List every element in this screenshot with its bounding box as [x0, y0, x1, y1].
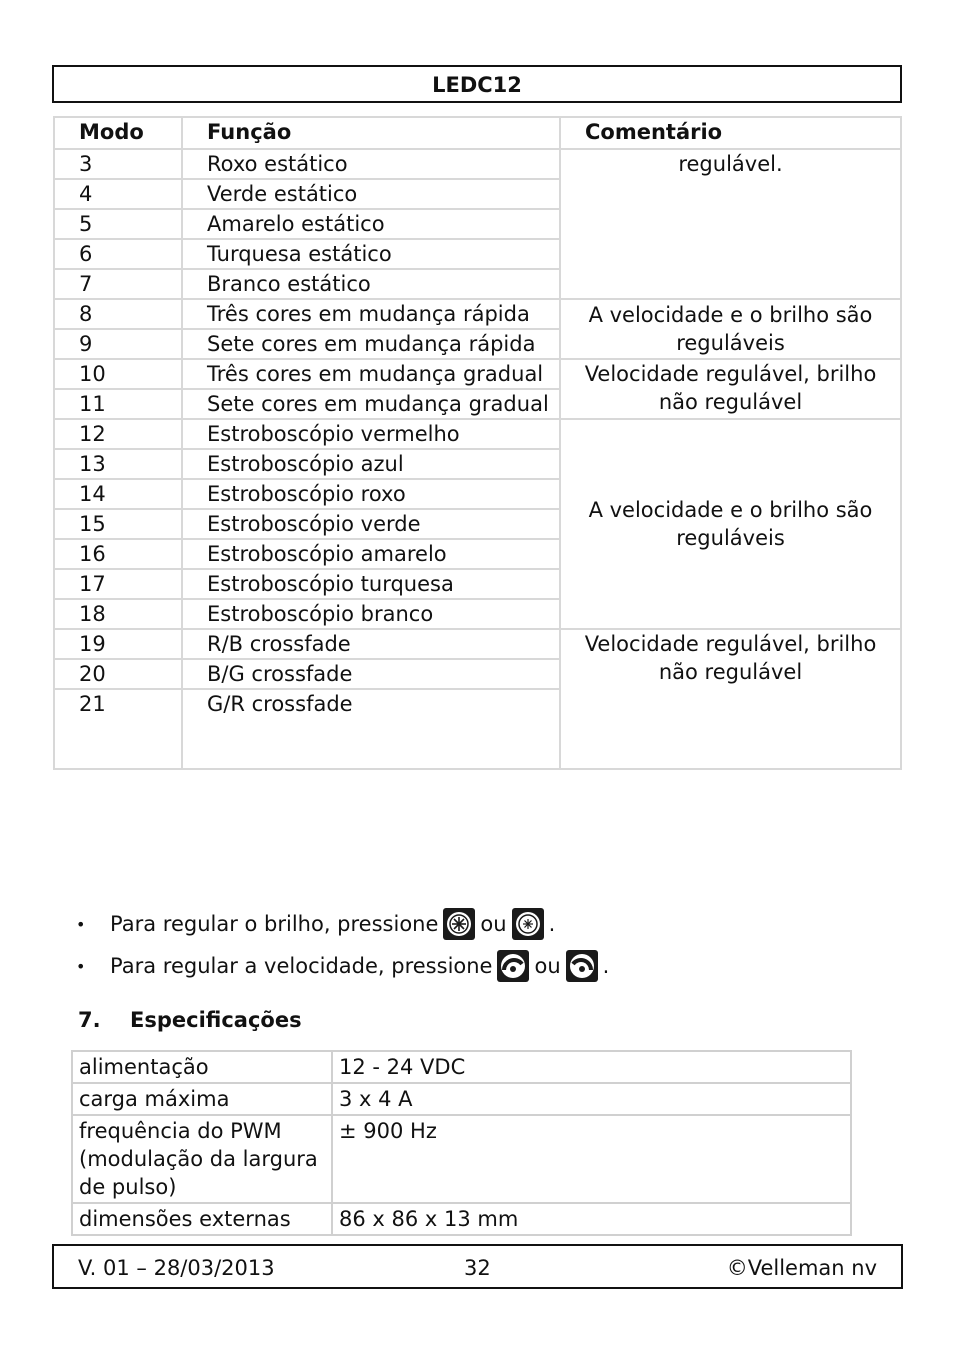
column-header-comment: Comentário	[560, 117, 901, 149]
speed-down-icon	[565, 949, 599, 983]
mode-cell: 12	[54, 419, 182, 449]
spec-key: frequência do PWM (modulação da largura de pulso)	[72, 1115, 332, 1203]
comment-cell: regulável.	[560, 149, 901, 299]
section-heading	[78, 1008, 302, 1032]
table-row	[54, 149, 901, 179]
comment-cell: A velocidade e o brilho são reguláveis	[560, 419, 901, 629]
page-footer	[52, 1244, 903, 1289]
comment-cell: Velocidade regulável, brilho não regulável	[560, 359, 901, 419]
comment-cell: A velocidade e o brilho são reguláveis	[560, 299, 901, 359]
mode-cell: 10	[54, 359, 182, 389]
section-number: 7.	[78, 1008, 101, 1032]
function-cell: G/R crossfade	[182, 689, 560, 769]
mode-cell: 20	[54, 659, 182, 689]
mode-cell: 15	[54, 509, 182, 539]
specifications-table	[71, 1050, 852, 1236]
mode-cell: 3	[54, 149, 182, 179]
function-cell: Amarelo estático	[182, 209, 560, 239]
section-title: Especificações	[130, 1008, 302, 1032]
list-item	[76, 903, 609, 945]
function-cell: Sete cores em mudança gradual	[182, 389, 560, 419]
table-row	[72, 1051, 851, 1083]
function-cell: Estroboscópio roxo	[182, 479, 560, 509]
spec-value: 3 x 4 A	[332, 1083, 851, 1115]
spec-key: carga máxima	[72, 1083, 332, 1115]
table-row	[54, 629, 901, 659]
table-row	[54, 359, 901, 389]
comment-cell: Velocidade regulável, brilho não regulável	[560, 629, 901, 769]
spec-value: ± 900 Hz	[332, 1115, 851, 1203]
mode-cell: 16	[54, 539, 182, 569]
mode-cell: 4	[54, 179, 182, 209]
mode-cell: 11	[54, 389, 182, 419]
bullet-dot: •	[76, 914, 86, 934]
mode-cell: 21	[54, 689, 182, 769]
mode-cell: 18	[54, 599, 182, 629]
table-row	[72, 1203, 851, 1235]
mode-cell: 19	[54, 629, 182, 659]
modes-table	[53, 116, 902, 770]
brightness-down-icon	[511, 907, 545, 941]
spec-key: dimensões externas	[72, 1203, 332, 1235]
function-cell: B/G crossfade	[182, 659, 560, 689]
function-cell: Roxo estático	[182, 149, 560, 179]
function-cell: Sete cores em mudança rápida	[182, 329, 560, 359]
mode-cell: 7	[54, 269, 182, 299]
function-cell: Branco estático	[182, 269, 560, 299]
function-cell: Três cores em mudança rápida	[182, 299, 560, 329]
or-text: ou	[480, 912, 507, 936]
spec-key: alimentação	[72, 1051, 332, 1083]
column-header-function: Função	[182, 117, 560, 149]
page-number: 32	[464, 1256, 491, 1280]
end-punctuation: .	[548, 912, 556, 936]
table-row	[54, 419, 901, 449]
table-header-row	[54, 117, 901, 149]
speed-up-icon	[496, 949, 530, 983]
end-punctuation: .	[602, 954, 610, 978]
table-row	[72, 1083, 851, 1115]
table-row	[72, 1115, 851, 1203]
mode-cell: 13	[54, 449, 182, 479]
list-item	[76, 945, 609, 987]
function-cell: Turquesa estático	[182, 239, 560, 269]
function-cell: Estroboscópio amarelo	[182, 539, 560, 569]
function-cell: Estroboscópio verde	[182, 509, 560, 539]
or-text: ou	[534, 954, 561, 978]
copyright-text: ©Velleman nv	[726, 1256, 877, 1280]
bullet-text: Para regular a velocidade, pressione	[110, 954, 493, 978]
function-cell: Verde estático	[182, 179, 560, 209]
brightness-up-icon	[442, 907, 476, 941]
spec-value: 86 x 86 x 13 mm	[332, 1203, 851, 1235]
mode-cell: 14	[54, 479, 182, 509]
table-row	[54, 299, 901, 329]
mode-cell: 17	[54, 569, 182, 599]
mode-cell: 6	[54, 239, 182, 269]
mode-cell: 9	[54, 329, 182, 359]
function-cell: Estroboscópio azul	[182, 449, 560, 479]
document-title: LEDC12	[52, 65, 902, 103]
function-cell: R/B crossfade	[182, 629, 560, 659]
column-header-mode: Modo	[54, 117, 182, 149]
version-text: V. 01 – 28/03/2013	[78, 1256, 275, 1280]
function-cell: Estroboscópio vermelho	[182, 419, 560, 449]
spec-value: 12 - 24 VDC	[332, 1051, 851, 1083]
bullet-text: Para regular o brilho, pressione	[110, 912, 439, 936]
mode-cell: 8	[54, 299, 182, 329]
function-cell: Estroboscópio turquesa	[182, 569, 560, 599]
bullet-dot: •	[76, 956, 86, 976]
instruction-list	[76, 903, 609, 987]
function-cell: Estroboscópio branco	[182, 599, 560, 629]
function-cell: Três cores em mudança gradual	[182, 359, 560, 389]
mode-cell: 5	[54, 209, 182, 239]
